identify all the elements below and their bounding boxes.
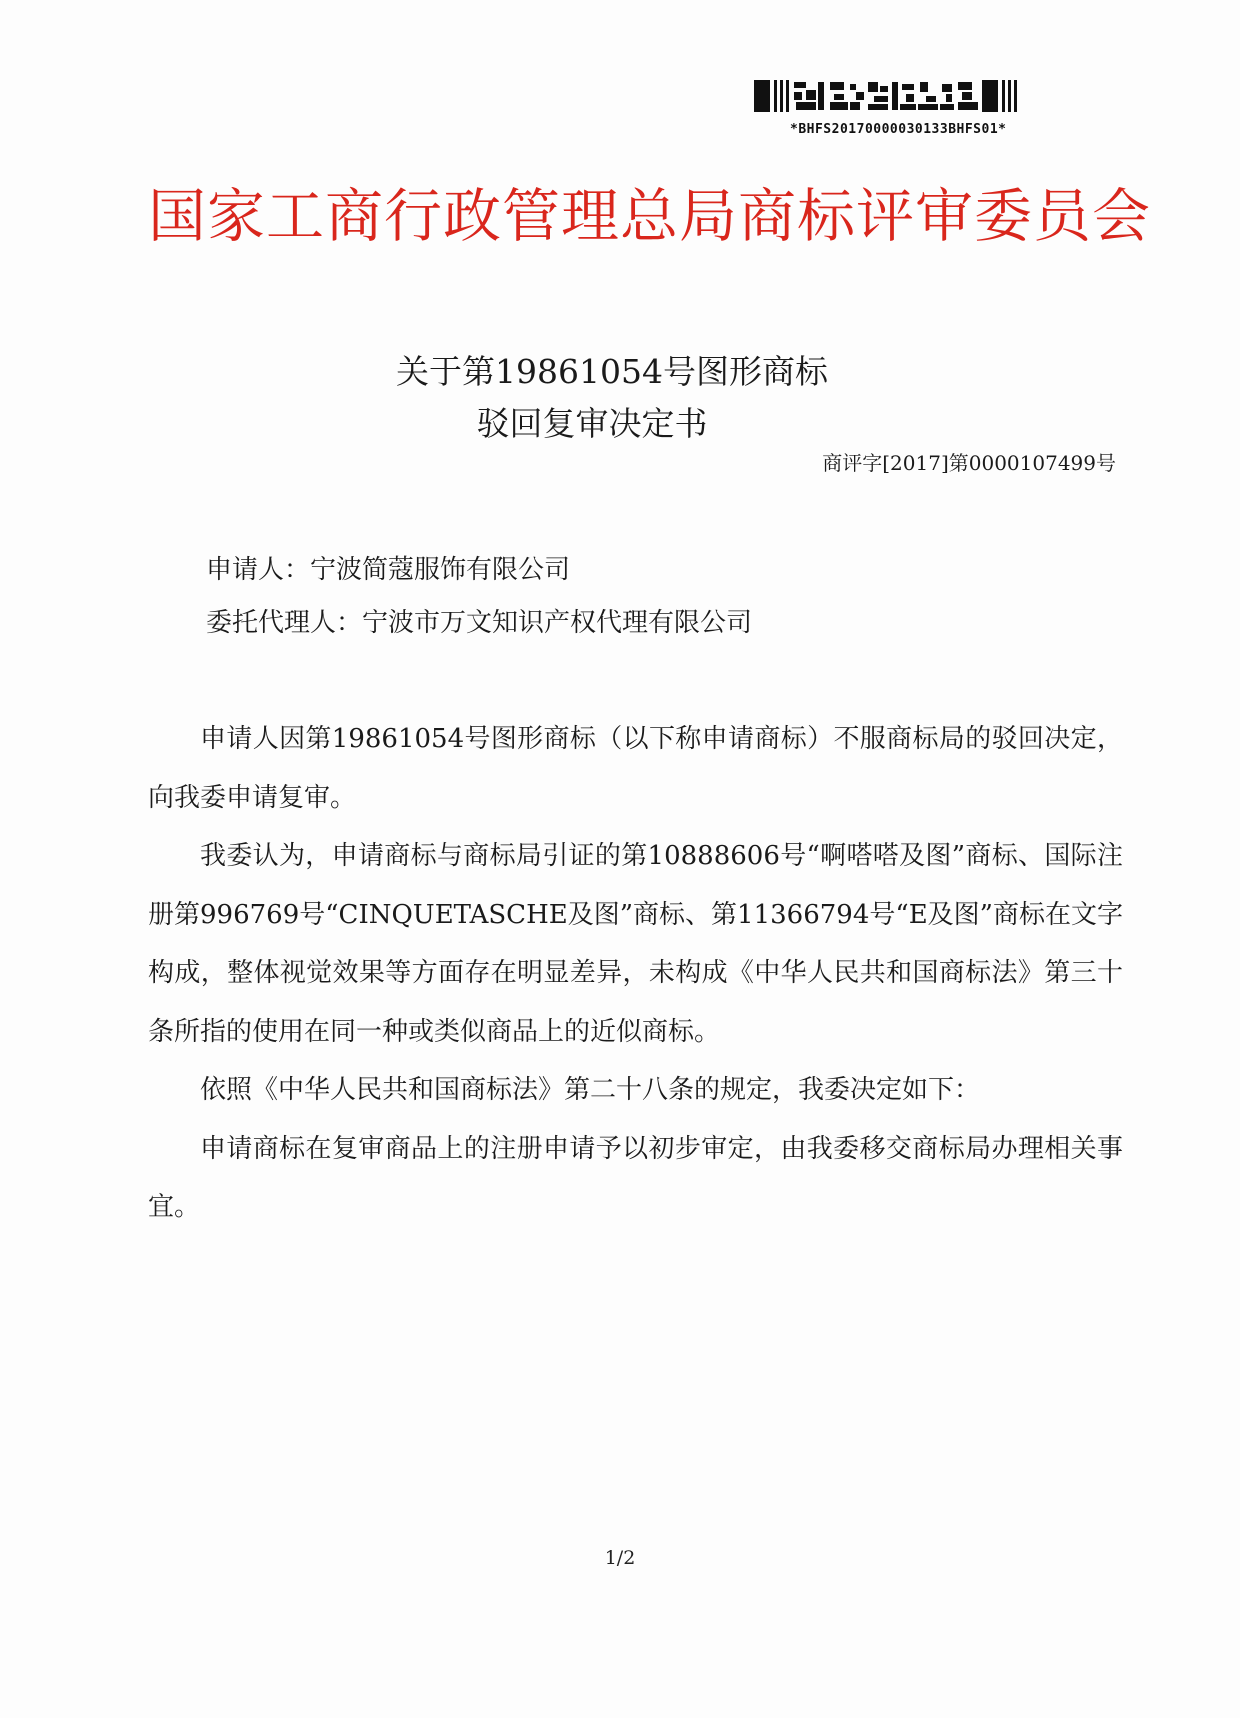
barcode-code: *BHFS20170000030133BHFS01* bbox=[790, 122, 1007, 137]
applicant-line: 申请人：宁波简蔻服饰有限公司 bbox=[206, 555, 571, 585]
barcode bbox=[750, 78, 1080, 138]
organization-header: 国家工商行政管理总局商标评审委员会 bbox=[148, 182, 1152, 250]
document-title-line1: 关于第19861054号图形商标 bbox=[396, 352, 828, 391]
body-paragraph: 我委认为，申请商标与商标局引证的第10888606号“啊嗒嗒及图”商标、国际注册第996769号“CINQUETASCHE及图”商标、第11366794号“E及图”商标在文字构成，整体视觉效果等方面存在明显差异，未构成《中华人民共和国商标法》第三十条所指的使用在同一种或类似商品上的近似商标。 bbox=[148, 841, 1123, 1047]
agent-line: 委托代理人：宁波市万文知识产权代理有限公司 bbox=[206, 608, 753, 638]
body-paragraph: 申请人因第19861054号图形商标（以下称申请商标）不服商标局的驳回决定，向我委申请复审。 bbox=[148, 724, 1123, 813]
decision-body bbox=[148, 710, 1123, 1237]
body-paragraph: 申请商标在复审商品上的注册申请予以初步审定，由我委移交商标局办理相关事宜。 bbox=[148, 1133, 1123, 1222]
document-number: 商评字[2017]第0000107499号 bbox=[822, 451, 1116, 475]
document-title-line2: 驳回复审决定书 bbox=[476, 404, 708, 443]
page-number: 1/2 bbox=[604, 1547, 636, 1569]
barcode-graphic bbox=[750, 78, 1080, 122]
body-paragraph: 依照《中华人民共和国商标法》第二十八条的规定，我委决定如下： bbox=[200, 1075, 981, 1105]
